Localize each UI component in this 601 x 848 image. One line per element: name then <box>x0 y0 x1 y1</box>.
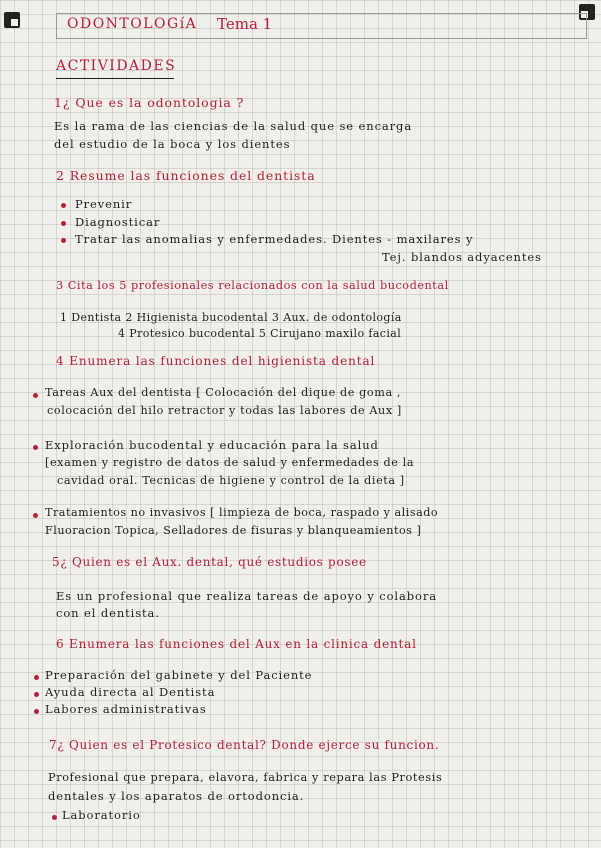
answer-3-line-2: 4 Protesico bucodental 5 Cirujano maxilo facial <box>118 327 402 340</box>
answer-4-item-1-continued: colocación del hilo retractor y todas las labores de Aux ] <box>47 404 402 417</box>
bullet-dot <box>33 513 38 518</box>
topic-title: Tema 1 <box>217 15 273 33</box>
answer-7-line-2: dentales y los aparatos de ortodoncia. <box>48 789 305 803</box>
answer-4-item-2: Exploración bucodental y educación para la salud <box>45 438 379 452</box>
section-heading: ACTIVIDADES <box>56 58 177 74</box>
answer-6-item-2: Ayuda directa al Dentista <box>45 685 216 699</box>
title-box <box>56 13 587 39</box>
question-2: 2 Resume las funciones del dentista <box>56 168 316 183</box>
answer-2-item-2: Diagnosticar <box>75 215 161 229</box>
bullet-dot <box>52 815 57 820</box>
question-7: 7¿ Quien es el Protesico dental? Donde ejerce su funcion. <box>49 738 440 752</box>
answer-6-item-3: Labores administrativas <box>45 702 207 716</box>
question-5: 5¿ Quien es el Aux. dental, qué estudios posee <box>52 555 367 569</box>
answer-2-item-3: Tratar las anomalias y enfermedades. Dientes - maxilares y <box>75 232 474 246</box>
question-6: 6 Enumera las funciones del Aux en la clinica dental <box>56 637 417 651</box>
answer-3-line-1: 1 Dentista 2 Higienista bucodental 3 Aux. de odontología <box>60 311 402 324</box>
bullet-dot <box>34 675 39 680</box>
answer-1-line-2: del estudio de la boca y los dientes <box>54 137 291 151</box>
bullet-dot <box>33 445 38 450</box>
answer-1-line-1: Es la rama de las ciencias de la salud que se encarga <box>54 119 413 133</box>
answer-4-item-2-continued: [examen y registro de datos de salud y enfermedades de la <box>45 456 415 469</box>
question-3: 3 Cita los 5 profesionales relacionados con la salud bucodental <box>56 279 449 292</box>
question-1: 1¿ Que es la odontologia ? <box>54 95 245 110</box>
bullet-dot <box>34 692 39 697</box>
answer-6-item-1: Preparación del gabinete y del Paciente <box>45 668 313 682</box>
bullet-dot <box>61 203 66 208</box>
bullet-dot <box>61 238 66 243</box>
answer-4-item-3-continued: Fluoracion Topica, Selladores de fisuras y blanqueamientos ] <box>45 524 422 537</box>
answer-2-item-3-continued: Tej. blandos adyacentes <box>382 250 542 264</box>
answer-4-item-3: Tratamientos no invasivos [ limpieza de boca, raspado y alisado <box>45 506 439 519</box>
answer-4-item-1: Tareas Aux del dentista [ Colocación del dique de goma , <box>45 386 402 399</box>
answer-7-item-1: Laboratorio <box>62 808 141 822</box>
answer-5-line-2: con el dentista. <box>56 606 160 620</box>
answer-7-line-1: Profesional que prepara, elavora, fabrica y repara las Protesis <box>48 771 443 784</box>
subject-title: ODONTOLOGíA <box>67 16 198 32</box>
page-corner-marker-left <box>4 12 20 28</box>
answer-5-line-1: Es un profesional que realiza tareas de apoyo y colabora <box>56 589 438 603</box>
answer-2-item-1: Prevenir <box>75 197 133 211</box>
heading-underline <box>56 78 174 79</box>
bullet-dot <box>34 709 39 714</box>
answer-4-item-2-continued-2: cavidad oral. Tecnicas de higiene y control de la dieta ] <box>57 474 405 487</box>
bullet-dot <box>61 221 66 226</box>
bullet-dot <box>33 393 38 398</box>
question-4: 4 Enumera las funciones del higienista dental <box>56 354 376 368</box>
